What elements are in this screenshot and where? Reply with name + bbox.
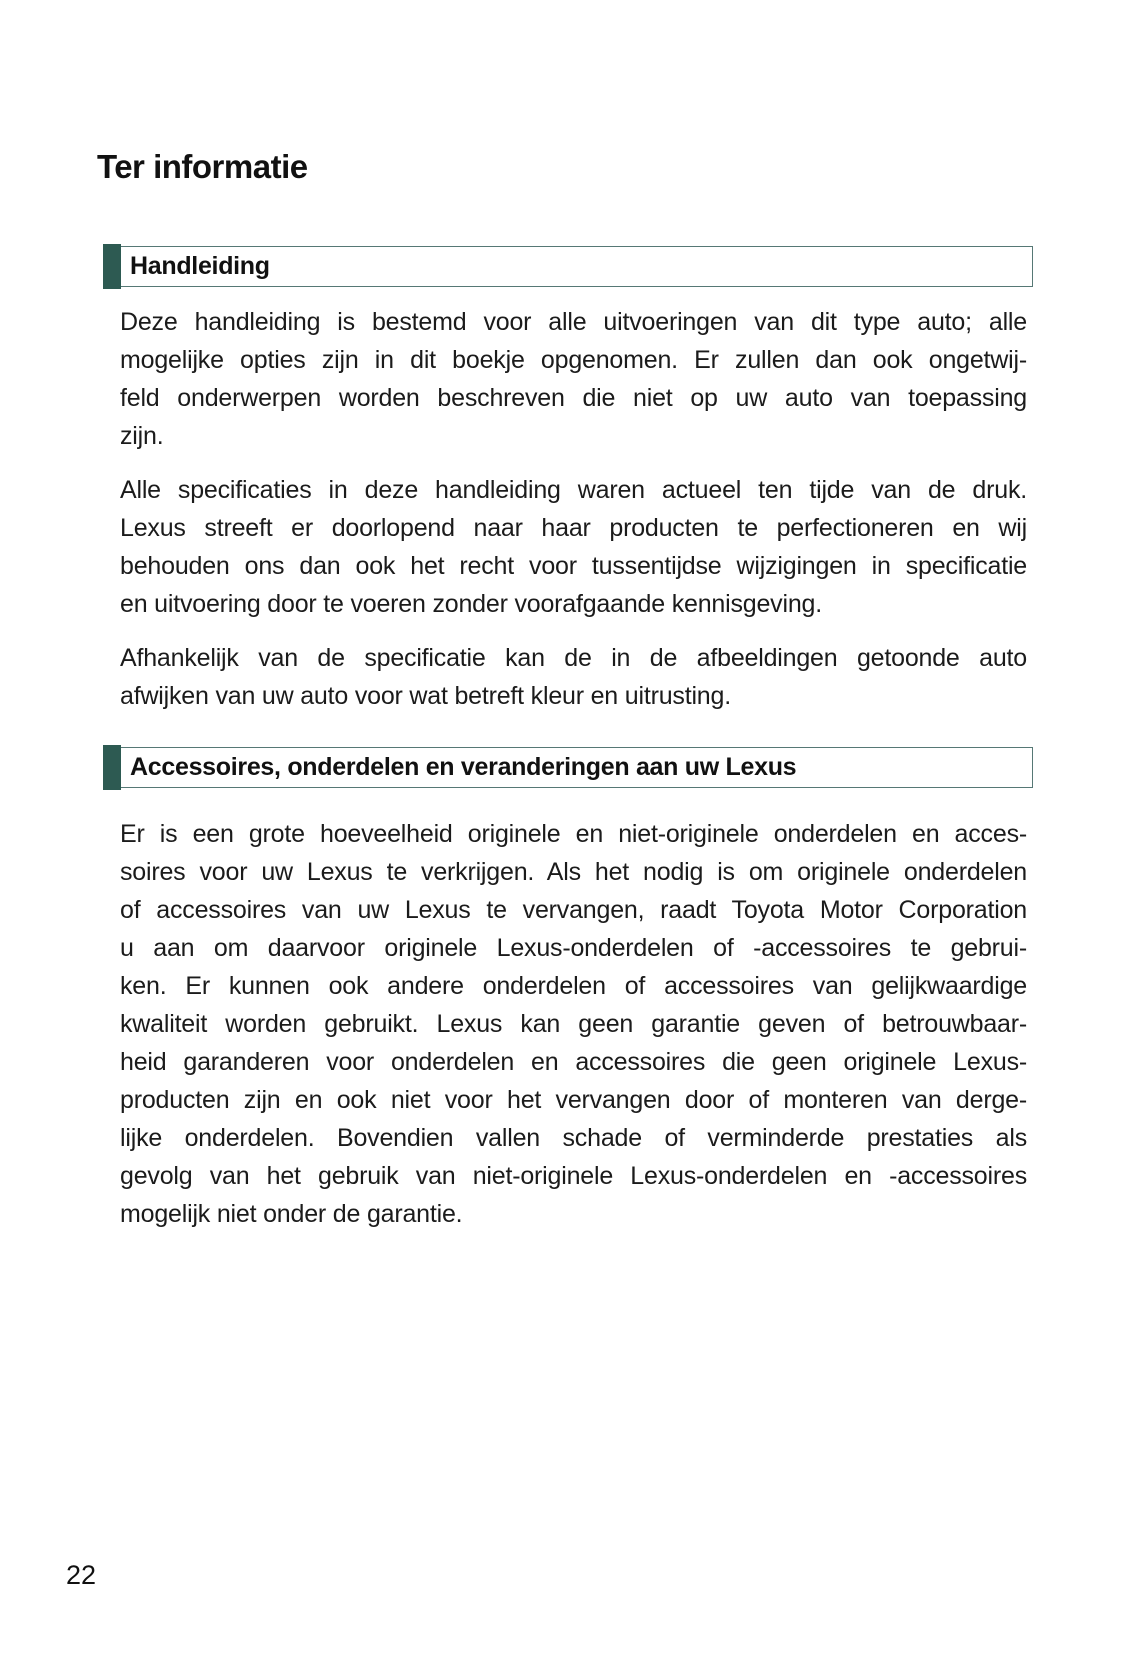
section-heading-label: Accessoires, onderdelen en veranderingen aan uw Lexus (130, 753, 797, 781)
body-line: of accessoires van uw Lexus te vervangen, raadt Toyota Motor Corporation (120, 896, 1027, 924)
paragraph (120, 639, 1027, 715)
accent-bar (103, 244, 121, 289)
body-line: Er is een grote hoeveelheid originele en niet-originele onderdelen en acces- (120, 820, 1027, 848)
paragraph (120, 303, 1027, 455)
paragraph (120, 471, 1027, 623)
section-header-handleiding (103, 246, 1033, 287)
body-line: gevolg van het gebruik van niet-originele Lexus-onderdelen en -accessoires (120, 1162, 1027, 1190)
page-number: 22 (66, 1560, 97, 1590)
accent-bar (103, 745, 121, 790)
body-line: producten zijn en ook niet voor het vervangen door of monteren van derge- (120, 1086, 1027, 1114)
body-line: en uitvoering door te voeren zonder voorafgaande kennisgeving. (120, 590, 822, 618)
section-body-accessoires (120, 793, 1027, 1233)
body-line: Alle specificaties in deze handleiding waren actueel ten tijde van de druk. (120, 476, 1027, 504)
body-line: lijke onderdelen. Bovendien vallen schade of verminderde prestaties als (120, 1124, 1027, 1152)
body-line: ken. Er kunnen ook andere onderdelen of accessoires van gelijkwaardige (120, 972, 1027, 1000)
body-line: mogelijk niet onder de garantie. (120, 1200, 463, 1228)
section-body-handleiding (120, 287, 1027, 715)
paragraph (120, 815, 1027, 1233)
body-line: zijn. (120, 422, 164, 450)
body-line: soires voor uw Lexus te verkrijgen. Als het nodig is om originele onderdelen (120, 858, 1027, 886)
page-title: Ter informatie (97, 148, 308, 185)
body-line: Deze handleiding is bestemd voor alle uitvoeringen van dit type auto; alle (120, 308, 1027, 336)
body-line: afwijken van uw auto voor wat betreft kleur en uitrusting. (120, 682, 731, 710)
section-heading-label: Handleiding (130, 252, 270, 280)
body-line: u aan om daarvoor originele Lexus-onderdelen of -accessoires te gebrui- (120, 934, 1027, 962)
body-line: Lexus streeft er doorlopend naar haar producten te perfectioneren en wij (120, 514, 1027, 542)
body-line: heid garanderen voor onderdelen en accessoires die geen originele Lexus- (120, 1048, 1027, 1076)
body-line: behouden ons dan ook het recht voor tussentijdse wijzigingen in specificatie (120, 552, 1027, 580)
body-line: Afhankelijk van de specificatie kan de in de afbeeldingen getoonde auto (120, 644, 1027, 672)
section-header-accessoires (103, 747, 1033, 788)
body-line: feld onderwerpen worden beschreven die niet op uw auto van toepassing (120, 384, 1027, 412)
body-line: kwaliteit worden gebruikt. Lexus kan geen garantie geven of betrouwbaar- (120, 1010, 1027, 1038)
body-line: mogelijke opties zijn in dit boekje opgenomen. Er zullen dan ook ongetwij- (120, 346, 1027, 374)
